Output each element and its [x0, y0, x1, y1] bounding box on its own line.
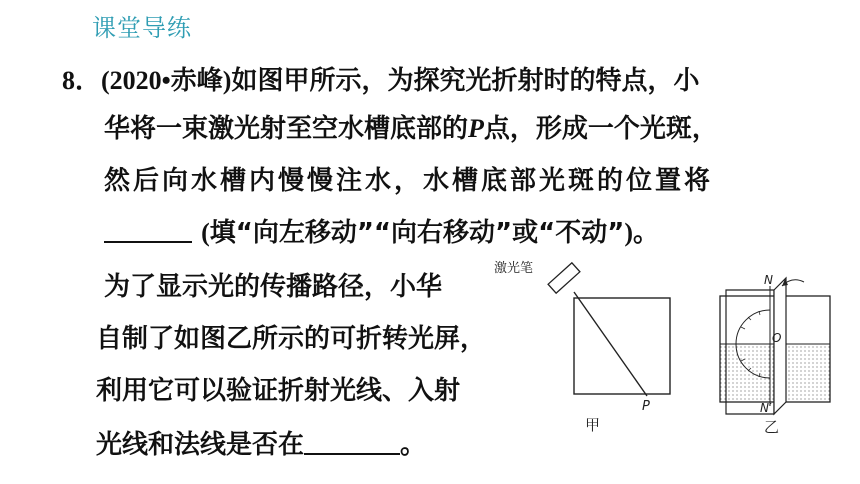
- question-text-6: 自制了如图乙所示的可折转光屏，: [96, 324, 487, 354]
- question-text-2b: 点，形成一个光斑，: [483, 114, 718, 144]
- question-text-2a: 华将一束激光射至空水槽底部的: [104, 114, 469, 144]
- normal-bottom-label: N′: [760, 401, 772, 415]
- figure-jia-caption: 甲: [585, 416, 601, 434]
- question-line-8: [96, 424, 426, 461]
- figure-jia: [488, 252, 688, 472]
- section-heading: 课堂导练: [92, 14, 192, 42]
- question-line-7: [96, 370, 460, 407]
- question-line-3: [104, 160, 713, 197]
- question-text-5: 为了显示光的传播路径，小华: [104, 272, 443, 302]
- point-p-variable: P: [468, 114, 484, 143]
- fill-hint-open: (填: [201, 218, 236, 247]
- option-or: 或: [512, 218, 539, 248]
- point-p-label: P: [642, 399, 650, 414]
- question-text-8: 光线和法线是否在: [96, 430, 305, 460]
- question-line-4: [104, 212, 659, 249]
- question-number: 8．: [62, 66, 102, 95]
- question-line-2: [104, 108, 718, 145]
- incidence-point-label: O: [772, 331, 782, 345]
- option-move-right: “向右移动”: [373, 218, 513, 248]
- question-text-3: 然后向水槽内慢慢注水，水槽底部光斑的位置将: [104, 166, 714, 196]
- screen-right-panel: [774, 278, 786, 414]
- normal-top-label: N: [764, 273, 773, 287]
- question-line-6: [96, 318, 486, 355]
- laser-beam-line: [574, 292, 647, 396]
- question-line-1: [62, 60, 699, 97]
- question-line-5: [104, 266, 442, 303]
- figure-yi: [712, 262, 842, 472]
- laser-pen-icon: [548, 263, 580, 293]
- figure-yi-caption: 乙: [764, 418, 780, 436]
- question-text-1: 如图甲所示，为探究光折射时的特点，小: [231, 66, 700, 96]
- option-no-move: “不动”: [538, 218, 625, 248]
- question-text-8-end: 。: [400, 430, 427, 460]
- question-text-7: 利用它可以验证折射光线、入射: [96, 376, 461, 406]
- question-source: (2020•赤峰): [101, 66, 232, 95]
- laser-pen-label: 激光笔: [494, 261, 534, 276]
- answer-blank-1[interactable]: [104, 217, 192, 243]
- fill-hint-close: )。: [624, 218, 659, 247]
- answer-blank-2[interactable]: [304, 429, 400, 455]
- option-move-left: “向左移动”: [235, 218, 374, 248]
